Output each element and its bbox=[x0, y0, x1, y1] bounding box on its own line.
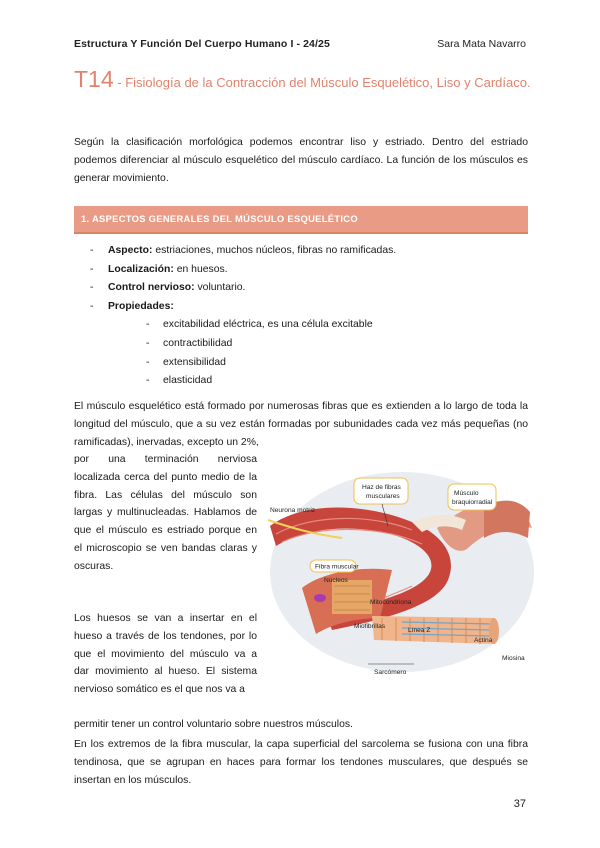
list-item: - excitabilidad eléctrica, es una célula excitable bbox=[146, 316, 396, 335]
header-author: Sara Mata Navarro bbox=[437, 38, 526, 50]
fiber-paragraph-narrow: por una terminación nerviosa localizada cerca del punto medio de la fibra. Las células del músculo son largas y multinucleadas. Hablamos de que el músculo es estriado porque en el microscopio se ven bandas claras y oscuras. bbox=[74, 454, 257, 572]
list-item: - Propiedades: - excitabilidad eléctrica, es una célula excitable - contractibilidad - extensibilidad - elasticidad bbox=[90, 298, 396, 391]
callout-haz bbox=[354, 478, 408, 504]
list-item: - elasticidad bbox=[146, 372, 396, 391]
bones-paragraph-narrow: Los huesos se van a insertar en el hueso a través de los tendones, por lo que el movimiento del músculo va a dar movimiento al hueso. El sistema nervioso somático es el que nos va a bbox=[74, 613, 257, 696]
muscle-anatomy-figure bbox=[262, 468, 534, 678]
list-item: - Localización: en huesos. bbox=[90, 261, 396, 280]
label-braquio-2: braquiorradial bbox=[452, 499, 493, 506]
label-mito: Mitocondriona bbox=[370, 599, 412, 606]
list-item: - contractibilidad bbox=[146, 335, 396, 354]
label-neurona: Neurona motriz bbox=[270, 507, 316, 514]
callout-braquio bbox=[448, 484, 496, 510]
label-fibra: Fibra muscular bbox=[315, 563, 359, 571]
control-paragraph: permitir tener un control voluntario sobre nuestros músculos. bbox=[74, 719, 353, 730]
label-miofib: Miofibrillas bbox=[354, 623, 386, 630]
label-sarcomero: Sarcómero bbox=[374, 669, 407, 676]
header-course: Estructura Y Función Del Cuerpo Humano I - 24/25 bbox=[74, 38, 330, 50]
label-lineaz: Línea Z bbox=[408, 627, 431, 634]
label-haz-1: Haz de fibras bbox=[362, 484, 401, 491]
topic-title bbox=[74, 64, 534, 98]
properties-list bbox=[108, 316, 396, 390]
tendon-paragraph: En los extremos de la fibra muscular, la capa superficial del sarcolema se fusiona con una fibra tendinosa, que se agrupan en haces para formar los tendones musculares, que después se insertan en los músculos. bbox=[74, 739, 528, 786]
section-band bbox=[74, 206, 528, 234]
label-actina: Actina bbox=[474, 637, 493, 644]
fiber-paragraph: El músculo esquelético está formado por numerosas fibras que es extienden a lo largo de toda la longitud del músculo, que a su vez están formadas por subunidades cada vez más pequeñas (no ramificadas), inervadas, excepto un 2%, bbox=[74, 401, 528, 448]
nucleus-shape bbox=[314, 594, 326, 602]
label-nucleos: Núcleos bbox=[324, 577, 348, 584]
list-item: - Aspecto: estriaciones, muchos núcleos, fibras no ramificadas. bbox=[90, 242, 396, 261]
label-haz-2: musculares bbox=[366, 493, 400, 500]
section-heading: 1. ASPECTOS GENERALES DEL MÚSCULO ESQUELÉTICO bbox=[81, 213, 358, 224]
aspects-list bbox=[90, 242, 396, 391]
topic-name: - Fisiología de la Contracción del Músculo Esquelético, Liso y Cardíaco. bbox=[113, 75, 531, 90]
topic-code: T14 bbox=[74, 66, 114, 92]
intro-paragraph: Según la clasificación morfológica podemos encontrar liso y estriado. Dentro del estriado podemos diferenciar al músculo esquelético del músculo cardíaco. La función de los músculos es generar movimiento. bbox=[74, 137, 528, 184]
page-number: 37 bbox=[513, 798, 526, 810]
myofibril-block bbox=[332, 580, 372, 614]
label-miosina: Miosina bbox=[502, 655, 525, 662]
list-item: - extensibilidad bbox=[146, 354, 396, 373]
label-braquio-1: Músculo bbox=[454, 490, 479, 497]
list-item: - Control nervioso: voluntario. bbox=[90, 279, 396, 298]
